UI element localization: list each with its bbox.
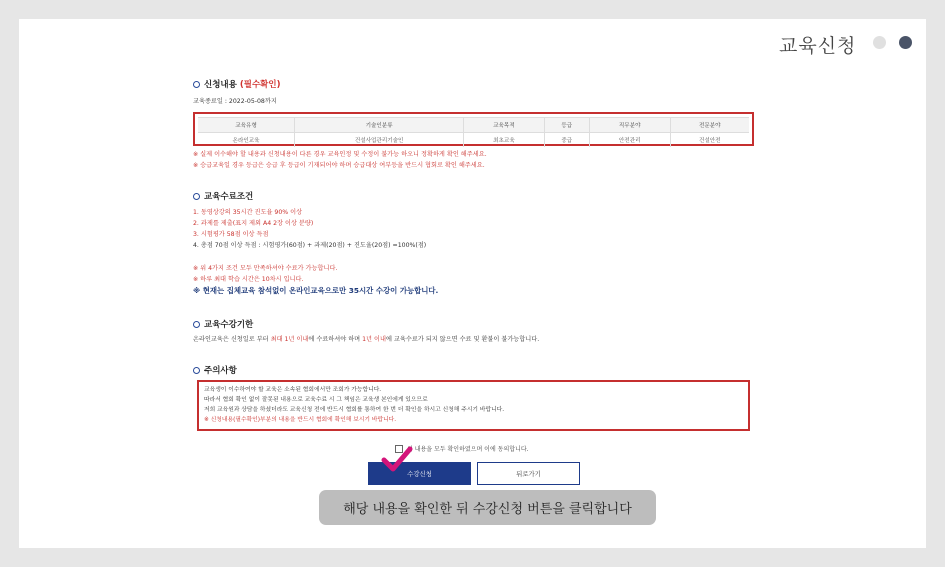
circle-bullet-icon	[193, 81, 200, 88]
period-text	[193, 334, 539, 343]
table-header-row	[198, 118, 749, 133]
table-header: 직무분야	[589, 118, 670, 133]
section-title-text: 교육수료조건	[204, 192, 254, 202]
table-cell: 온라인교육	[198, 133, 295, 148]
circle-bullet-icon	[193, 321, 200, 328]
table-header: 교육목적	[464, 118, 545, 133]
check-mark-icon	[381, 446, 413, 474]
table-cell: 건설사업관리기술인	[295, 133, 464, 148]
period-text-part: 온라인교육은 신청일로 부터	[193, 336, 271, 343]
table-cell: 안전관리	[589, 133, 670, 148]
table-header: 교육유형	[198, 118, 295, 133]
pagination-dot-active[interactable]	[899, 36, 912, 49]
condition-item: 4. 총점 70점 이상 득점 : 시험평가(60점) + 과제(20점) + 진도율(20점) =100%(점)	[193, 242, 427, 249]
caution-line: 교육생이 이수하여야 할 교육은 소속된 협회에서만 조회가 가능합니다.	[204, 387, 382, 393]
caution-box	[197, 380, 750, 431]
period-text-highlight: 1년 이내	[362, 336, 386, 343]
section-completion-title	[193, 190, 253, 202]
section-caution-title	[193, 364, 237, 376]
table-cell: 중급	[544, 133, 589, 148]
period-text-part: 에 수료하셔야 하며	[308, 336, 363, 343]
application-table-box	[193, 112, 754, 146]
caution-line-red: ※ 신청내용(필수확인)부분의 내용을 반드시 협회에 확인해 보시기 바랍니다.	[204, 417, 397, 423]
circle-bullet-icon	[193, 193, 200, 200]
agree-label: 위 내용을 모두 확인하였으며 이에 동의합니다.	[407, 446, 529, 453]
apply-button[interactable]: 수강신청	[368, 462, 471, 485]
notice-line: ※ 승급교육일 경우 등급은 승급 후 등급이 기재되어야 하며 승급대상 여부등을 반드시 협회로 확인 해주세요.	[193, 162, 485, 169]
section-period-title	[193, 318, 253, 330]
table-row	[198, 133, 749, 148]
table-header: 등급	[544, 118, 589, 133]
agree-checkbox-row[interactable]	[395, 444, 529, 453]
section-title-text: 주의사항	[204, 366, 237, 376]
section-title-text: 신청내용	[204, 80, 237, 90]
section-title-text: 교육수강기한	[204, 320, 254, 330]
back-button[interactable]: 뒤로가기	[477, 462, 580, 485]
table-header: 전문분야	[670, 118, 749, 133]
notice-line: ※ 실제 이수해야 할 내용과 신청내용이 다른 경우 교육인정 및 수정이 불가능 하오니 정확하게 확인 해주세요.	[193, 151, 487, 158]
deadline-text: 교육종료일 : 2022-05-08까지	[193, 98, 277, 105]
table-header: 기술인분류	[295, 118, 464, 133]
instruction-tooltip: 해당 내용을 확인한 뒤 수강신청 버튼을 클릭합니다	[319, 490, 656, 525]
main-card	[19, 19, 926, 548]
table-cell: 최초교육	[464, 133, 545, 148]
required-tag: (필수확인)	[239, 80, 281, 90]
period-text-highlight: 최대 1년 이내	[270, 336, 309, 343]
section-application-title	[193, 78, 280, 90]
condition-note: ※ 하루 최대 학습 시간은 10차시 입니다.	[193, 276, 304, 283]
condition-note: ※ 위 4가지 조건 모두 만족하셔야 수료가 가능합니다.	[193, 265, 338, 272]
page-title: 교육신청	[779, 35, 857, 57]
caution-line: 저희 교육원과 상담을 하셨더라도 교육신청 전에 반드시 협회를 통하여 한 번 더 확인을 하시고 신청해 주시기 바랍니다.	[204, 407, 505, 413]
condition-item: 2. 과제를 제출(표지 제외 A4 2장 이상 분량)	[193, 220, 314, 227]
circle-bullet-icon	[193, 367, 200, 374]
condition-note-highlight: ※ 현재는 집체교육 참석없이 온라인교육으로만 35시간 수강이 가능합니다.	[193, 286, 439, 295]
pagination-dot-inactive[interactable]	[873, 36, 886, 49]
period-text-part: 에 교육수료가 되지 않으면 수료 및 환불이 불가능합니다.	[385, 336, 540, 343]
condition-item: 3. 시험평가 58점 이상 득점	[193, 231, 269, 238]
condition-item: 1. 동영상강의 35시간 진도율 90% 이상	[193, 209, 303, 216]
application-table	[198, 117, 749, 147]
table-cell: 건설안전	[670, 133, 749, 148]
caution-line: 따라서 협회 확인 없이 잘못된 내용으로 교육수료 시 그 책임은 교육생 본인에게 있으므로	[204, 397, 428, 403]
